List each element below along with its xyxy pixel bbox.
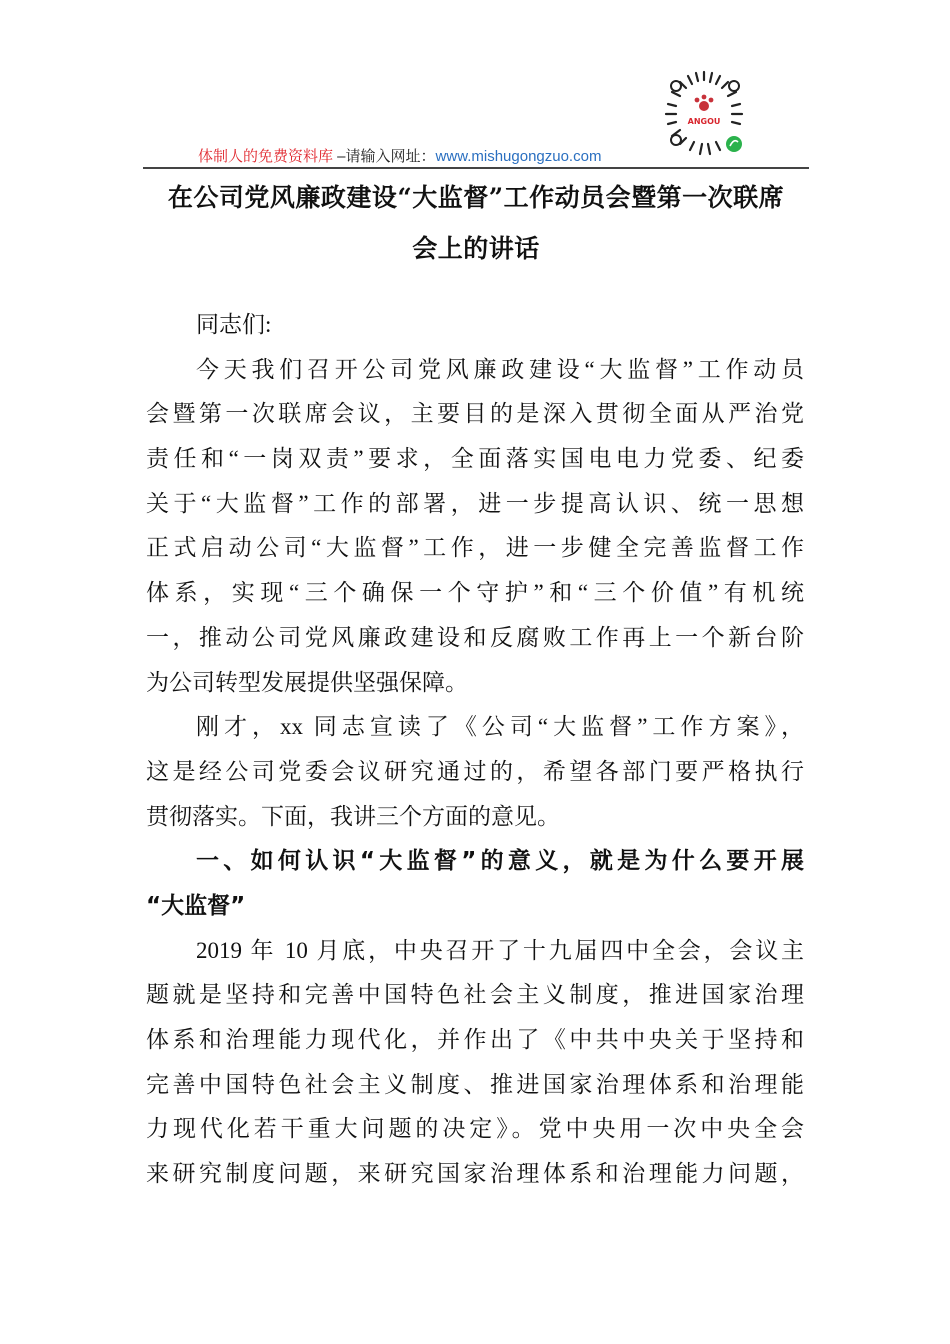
text-line: 这是经公司党委会议研究通过的，希望各部门要严格执行 (146, 758, 804, 784)
header-divider (143, 167, 809, 169)
site-name: 体制人的免费资料库 (198, 148, 334, 165)
text-line: 完善中国特色社会主义制度、推进国家治理体系和治理能 (146, 1071, 804, 1097)
text-line: 来研究制度问题，来研究国家治理体系和治理能力问题， (146, 1161, 804, 1187)
text-line: 会暨第一次联席会议，主要目的是深入贯彻全面从严治党 (146, 401, 804, 427)
paragraph (146, 303, 804, 348)
text-line: 体系和治理能力现代化，并作出了《中共中央关于坚持和 (146, 1027, 804, 1052)
text-line: “大监督” (146, 892, 246, 919)
text-line: 力现代化若干重大问题的决定》。党中央用一次中央全会 (146, 1116, 804, 1142)
paragraph (146, 705, 804, 839)
header-banner (198, 145, 601, 166)
url-prompt: –请输入网址： (333, 148, 436, 165)
document-body (146, 303, 804, 1197)
site-url-link[interactable]: www.mishugongzuo.com (435, 148, 602, 165)
text-line: 关于“大监督”工作的部署，进一步提高认识、统一思想 (146, 490, 804, 516)
qr-code-icon (656, 68, 752, 160)
section-heading (146, 839, 804, 928)
text-line: 责任和“一岗双责”要求，全面落实国电电力党委、纪委 (146, 446, 804, 472)
document-title-line-2: 会上的讲话 (412, 234, 540, 263)
paragraph (146, 929, 804, 1197)
text-line: 正式启动公司“大监督”工作，进一步健全完善监督工作 (146, 535, 804, 561)
text-line: 题就是坚持和完善中国特色社会主义制度，推进国家治理 (146, 982, 804, 1008)
qr-logo-text: ANGOU (687, 117, 721, 126)
text-line: 贯彻落实。下面，我讲三个方面的意见。 (146, 803, 560, 829)
text-line: 一，推动公司党风廉政建设和反腐败工作再上一个新台阶 (146, 624, 804, 650)
text-line: 刚才，xx 同志宣读了《公司“大监督”工作方案》， (196, 714, 804, 740)
paragraph (146, 348, 804, 706)
text-line: 为公司转型发展提供坚强保障。 (146, 669, 468, 695)
text-line: 一、如何认识“大监督”的意义，就是为什么要开展 (196, 848, 804, 875)
text-line: 今天我们召开公司党风廉政建设“大监督”工作动员 (196, 356, 804, 382)
document-title-line-1: 在公司党风廉政建设“大监督”工作动员会暨第一次联席 (167, 183, 785, 212)
text-line: 同志们: (196, 312, 272, 337)
text-line: 2019 年 10 月底，中央召开了十九届四中全会，会议主 (196, 937, 804, 963)
text-line: 体系，实现“三个确保一个守护”和“三个价值”有机统 (146, 580, 804, 606)
